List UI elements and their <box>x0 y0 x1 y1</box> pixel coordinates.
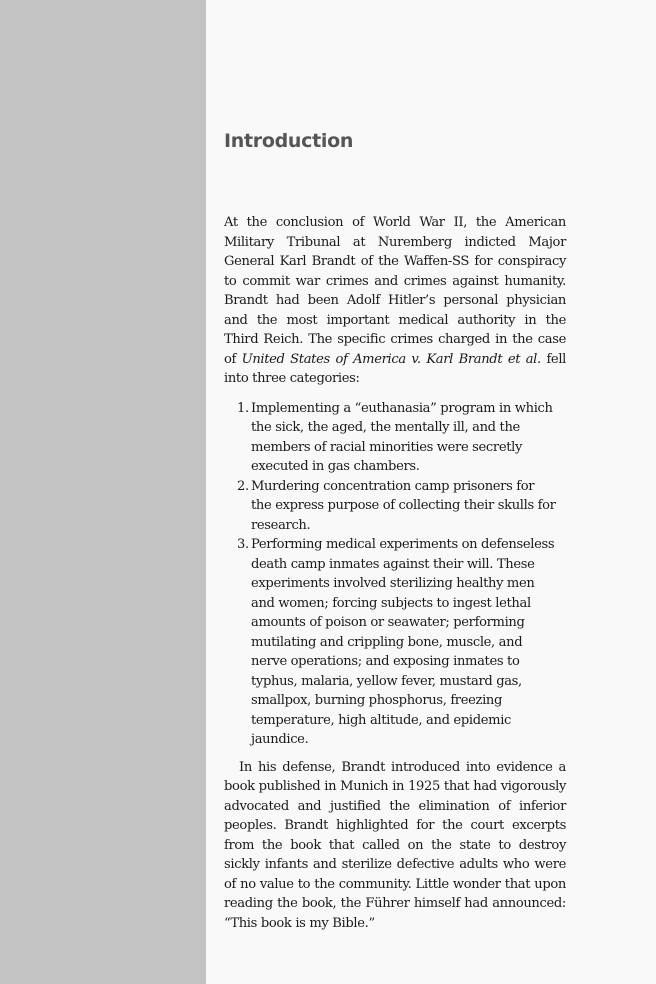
intro-paragraph <box>224 213 566 389</box>
chapter-heading: Introduction <box>224 130 354 152</box>
list-item-text: Murdering concentration camp prisoners for the express purpose of collecting their skulls for research. <box>251 478 556 533</box>
crime-categories-list <box>224 399 566 750</box>
list-item-text: Implementing a “euthanasia” program in which the sick, the aged, the mentally ill, and the members of racial minorities were secretly executed in gas chambers. <box>251 400 553 474</box>
list-item-text: Performing medical experiments on defenseless death camp inmates against their will. These experiments involved sterilizing healthy men and women; forcing subjects to ingest lethal amounts of poison or seawater; performing mutilating and crippling bone, muscle, and nerve operations; and exposing inmates to typhus, malaria, yellow fever, mustard gas, smallpox, burning phosphorus, freezing temperature, high altitude, and epidemic jaundice. <box>251 537 555 747</box>
intro-text-before: At the conclusion of World War II, the American Military Tribunal at Nuremberg indicted Major General Karl Brandt of the Waffen-SS for conspiracy to commit war crimes and crimes against humanity. Brandt had been Adolf Hitler’s personal physician and the most important medical authority in the Third Reich. The specific crimes charged in the case of <box>224 215 566 367</box>
list-number: 3. <box>237 537 249 552</box>
left-gutter <box>0 0 206 984</box>
list-item <box>224 399 566 477</box>
chapter-body <box>224 213 566 933</box>
list-number: 2. <box>237 478 249 494</box>
list-number: 1. <box>237 400 249 416</box>
defense-paragraph: In his defense, Brandt introduced into evidence a book published in Munich in 1925 that had vigorously advocated and justified the elimination of inferior peoples. Brandt highlighted for the court excerpts from the book that called on the state to destroy sickly infants and sterilize defective adults who were of no value to the community. Little wonder that upon reading the book, the Führer himself had announced: “This book is my Bible.” <box>224 759 566 931</box>
list-item <box>224 477 566 536</box>
list-item <box>224 535 566 750</box>
intro-text-after: fell into three categories: <box>224 351 567 386</box>
case-title: United States of America v. Karl Brandt et al. <box>241 351 541 367</box>
